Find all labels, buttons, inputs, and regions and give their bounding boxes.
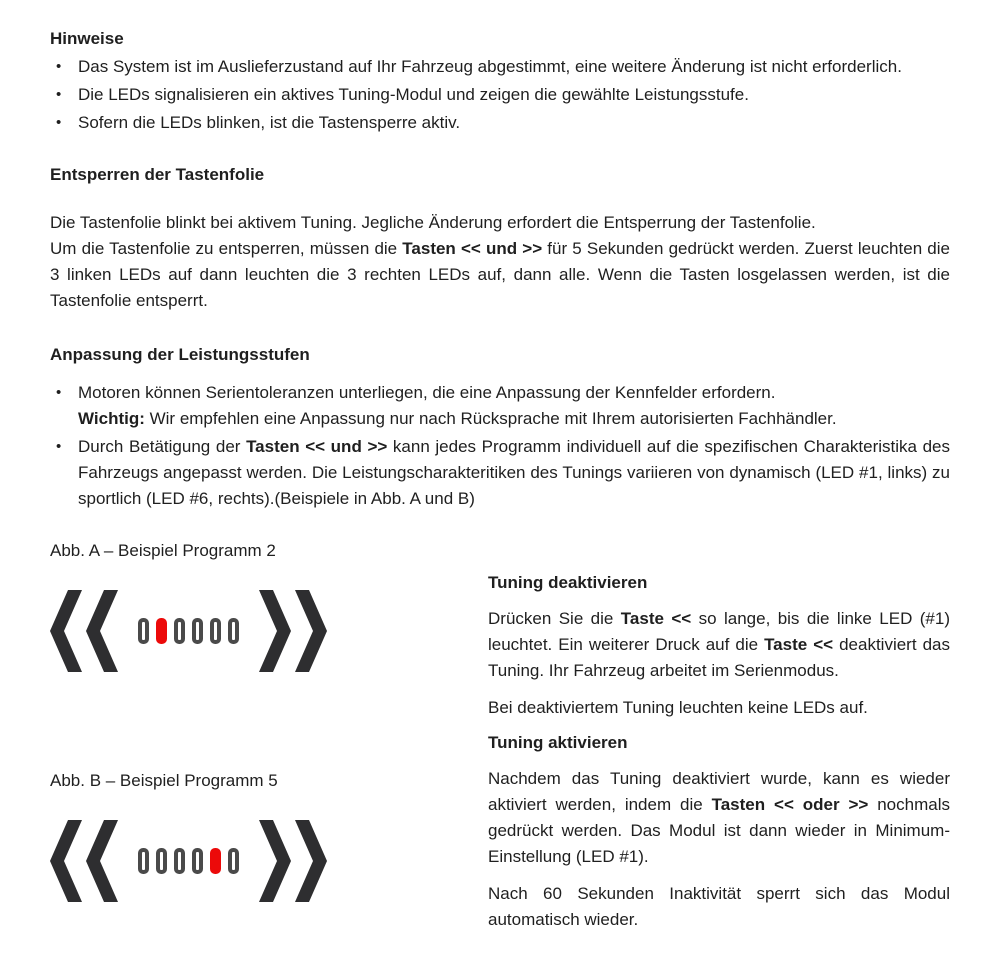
paragraph — [488, 766, 950, 870]
paragraph — [488, 695, 950, 721]
led-active — [210, 848, 221, 874]
bullet-text — [78, 110, 950, 136]
bullet-line — [78, 380, 950, 406]
bold-text-run: Tasten << und >> — [402, 239, 543, 258]
bullet-text — [78, 54, 950, 80]
led-inactive — [228, 848, 239, 874]
bullet-text — [78, 380, 950, 432]
text-run: Wir empfehlen eine Anpassung nur nach Rücksprache mit Ihrem autorisierten Fachhändler. — [144, 409, 837, 428]
bold-text-run: Taste << — [764, 635, 834, 654]
anpassung-bullet-list — [50, 380, 950, 512]
section-heading-hinweise: Hinweise — [50, 29, 124, 48]
bold-text-run: Taste << — [620, 609, 692, 628]
section-entsperren — [50, 164, 950, 314]
text-run: deaktiviert das Tuning. Ihr Fahrzeug arbeitet im Serienmodus. — [488, 635, 950, 680]
paragraph — [488, 881, 950, 933]
led-row — [138, 618, 239, 644]
text-run: Nach 60 Sekunden Inaktivität sperrt sich das Modul automatisch wieder. — [488, 884, 950, 929]
bullet-text — [78, 434, 950, 512]
section-heading-entsperren: Entsperren der Tastenfolie — [50, 165, 265, 184]
led-inactive — [210, 618, 221, 644]
bullet-line — [78, 406, 950, 432]
bullet-icon: • — [56, 438, 62, 455]
led-inactive — [192, 848, 203, 874]
led-inactive — [138, 848, 149, 874]
section-heading-tuning-aktivieren: Tuning aktivieren — [488, 733, 628, 752]
bullet-icon: • — [56, 86, 62, 103]
list-item — [50, 380, 950, 432]
paragraph — [50, 236, 950, 314]
text-run: Um die Tastenfolie zu entsperren, müssen die — [50, 239, 403, 258]
led-inactive — [156, 848, 167, 874]
section-tuning-deaktivieren — [488, 572, 950, 721]
bullet-text — [78, 82, 950, 108]
figure-a-caption: Abb. A – Beispiel Programm 2 — [50, 541, 276, 560]
paragraph — [488, 606, 950, 684]
double-chevron-left-icon — [50, 820, 118, 902]
text-run: Bei deaktiviertem Tuning leuchten keine LEDs auf. — [488, 698, 868, 717]
figure-b-caption: Abb. B – Beispiel Programm 5 — [50, 771, 278, 790]
bold-text-run: Wichtig: — [78, 409, 145, 428]
bullet-icon: • — [56, 384, 62, 401]
text-run: Motoren können Serientoleranzen unterliegen, die eine Anpassung der Kennfelder erfordern. — [78, 383, 776, 402]
double-chevron-right-icon — [259, 820, 327, 902]
bullet-icon: • — [56, 58, 62, 75]
text-run: nochmals gedrückt werden. Das Modul ist dann wieder in Minimum-Einstellung (LED #1). — [488, 795, 950, 866]
led-inactive — [138, 618, 149, 644]
led-inactive — [228, 618, 239, 644]
text-run: kann jedes Programm individuell auf die spezifischen Charakteristika des Fahrzeugs angepasst werden. Die Leistungscharakteritiken des Tunings variieren von dynamisch (LED #1, links) zu sportlich (LED #6, rechts).(Beispiele in Abb. A und B) — [78, 437, 950, 508]
double-chevron-left-icon — [50, 590, 118, 672]
text-run: so lange, bis die linke LED (#1) leuchtet. Ein weiterer Druck auf die — [488, 609, 950, 654]
led-inactive — [174, 618, 185, 644]
section-tuning-aktivieren — [488, 732, 950, 933]
bold-text-run: Tasten << und >> — [246, 437, 388, 456]
section-hinweise — [50, 28, 950, 136]
text-run: Durch Betätigung der — [78, 437, 247, 456]
text-run: Die LEDs signalisieren ein aktives Tuning-Modul und zeigen die gewählte Leistungsstufe. — [78, 85, 749, 104]
bold-text-run: Tasten << oder >> — [711, 795, 869, 814]
section-heading-tuning-deaktivieren: Tuning deaktivieren — [488, 573, 648, 592]
text-run: Nachdem das Tuning deaktiviert wurde, kann es wieder aktiviert werden, indem die — [488, 769, 950, 814]
list-item — [50, 110, 950, 136]
tuning-text-column — [488, 572, 950, 944]
paragraph — [50, 210, 950, 236]
led-inactive — [192, 618, 203, 644]
bullet-icon: • — [56, 114, 62, 131]
list-item — [50, 54, 950, 80]
list-item — [50, 82, 950, 108]
led-inactive — [174, 848, 185, 874]
led-row — [138, 848, 239, 874]
entsperren-paragraphs — [50, 210, 950, 314]
text-run: Sofern die LEDs blinken, ist die Tastensperre aktiv. — [78, 113, 461, 132]
section-anpassung — [50, 344, 950, 512]
hinweise-bullet-list — [50, 54, 950, 136]
figure-column — [50, 538, 488, 944]
text-run: Die Tastenfolie blinkt bei aktivem Tuning. Jegliche Änderung erfordert die Entsperrung der Tastenfolie. — [50, 213, 816, 232]
led-display-figure-b — [50, 820, 488, 902]
list-item — [50, 434, 950, 512]
led-display-figure-a — [50, 590, 488, 672]
text-run: Das System ist im Auslieferzustand auf Ihr Fahrzeug abgestimmt, eine weitere Änderung ist nicht erforderlich. — [78, 57, 902, 76]
section-heading-anpassung: Anpassung der Leistungsstufen — [50, 345, 310, 364]
led-active — [156, 618, 167, 644]
bottom-two-column-region — [50, 538, 950, 944]
text-run: Drücken Sie die — [488, 609, 621, 628]
double-chevron-right-icon — [259, 590, 327, 672]
text-run: für 5 Sekunden gedrückt werden. Zuerst leuchten die 3 linken LEDs auf dann leuchten die 3 rechten LEDs auf, dann alle. Wenn die Tasten losgelassen werden, ist die Tastenfolie entsperrt. — [50, 239, 950, 310]
